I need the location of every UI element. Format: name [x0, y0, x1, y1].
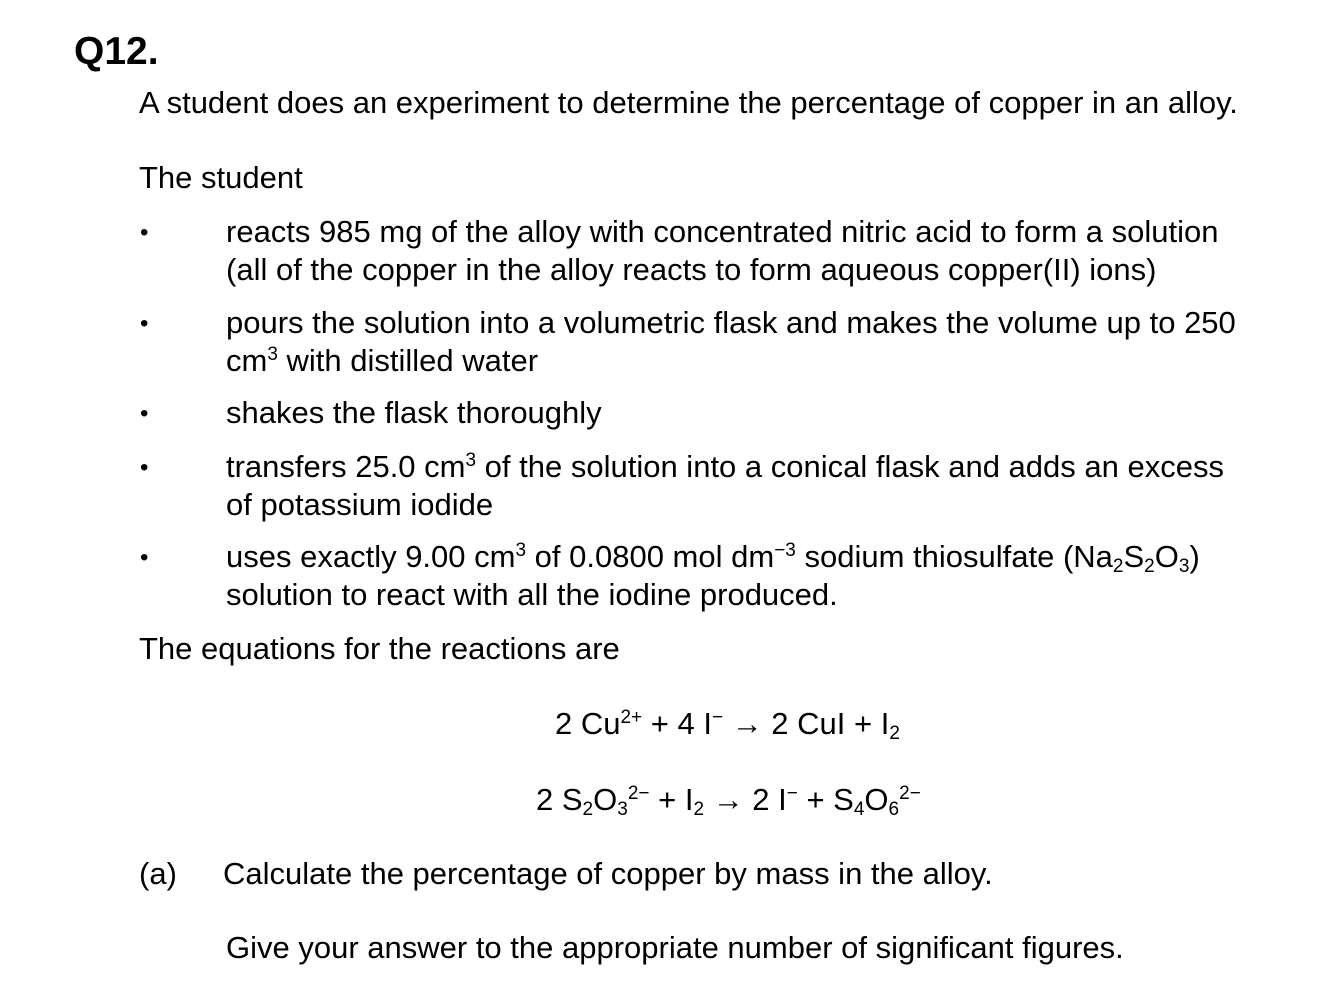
part-a-label: (a) — [139, 856, 177, 891]
bullet-icon: • — [140, 544, 149, 571]
list-item — [226, 448, 1224, 524]
bullet-icon: • — [140, 454, 149, 481]
step-line: solution to react with all the iodine produced. — [226, 577, 838, 612]
bullet-icon: • — [140, 310, 149, 337]
step-line: pours the solution into a volumetric flask and makes the volume up to 250 — [226, 305, 1236, 340]
equation-2: 2 $S_2O_3^{2-} + I_2 \to 2$ $I^- + S_4O_6^{2-}$ — [536, 782, 921, 820]
step-line: transfers 25.0 $cm^3$ of the solution into a conical flask and adds an excess — [226, 449, 1224, 484]
step-line: shakes the flask thoroughly — [226, 395, 602, 430]
step-line: of potassium iodide — [226, 487, 494, 522]
part-a-question: Calculate the percentage of copper by mass in the alloy. — [223, 856, 993, 891]
step-line: reacts 985 mg of the alloy with concentrated nitric acid to form a solution — [226, 214, 1219, 249]
step-line: $cm^3$ with distilled water — [226, 343, 539, 378]
list-item — [226, 304, 1236, 380]
bullet-icon: • — [140, 219, 149, 246]
equations-intro: The equations for the reactions are — [139, 631, 620, 666]
equation-1: 2 $Cu^{2+} + 4$ I− → 2 CuI + $I_2$ — [555, 706, 900, 744]
step-line: (all of the copper in the alloy reacts to form aqueous copper(II) ions) — [226, 252, 1157, 287]
bullet-icon: • — [140, 400, 149, 427]
question-intro: A student does an experiment to determine the percentage of copper in an alloy. — [139, 85, 1238, 120]
list-item — [226, 394, 602, 432]
part-a-instruction: Give your answer to the appropriate number of significant figures. — [226, 930, 1124, 965]
step-line: uses exactly 9.00 $cm^3$ of 0.0800 mol $dm^{-3}$ sodium thiosulfate $(Na_2S_2O_3)$ — [226, 539, 1200, 577]
steps-lead: The student — [139, 160, 303, 195]
question-number: Q12. — [74, 30, 159, 73]
list-item — [226, 213, 1219, 289]
list-item — [226, 538, 1200, 614]
